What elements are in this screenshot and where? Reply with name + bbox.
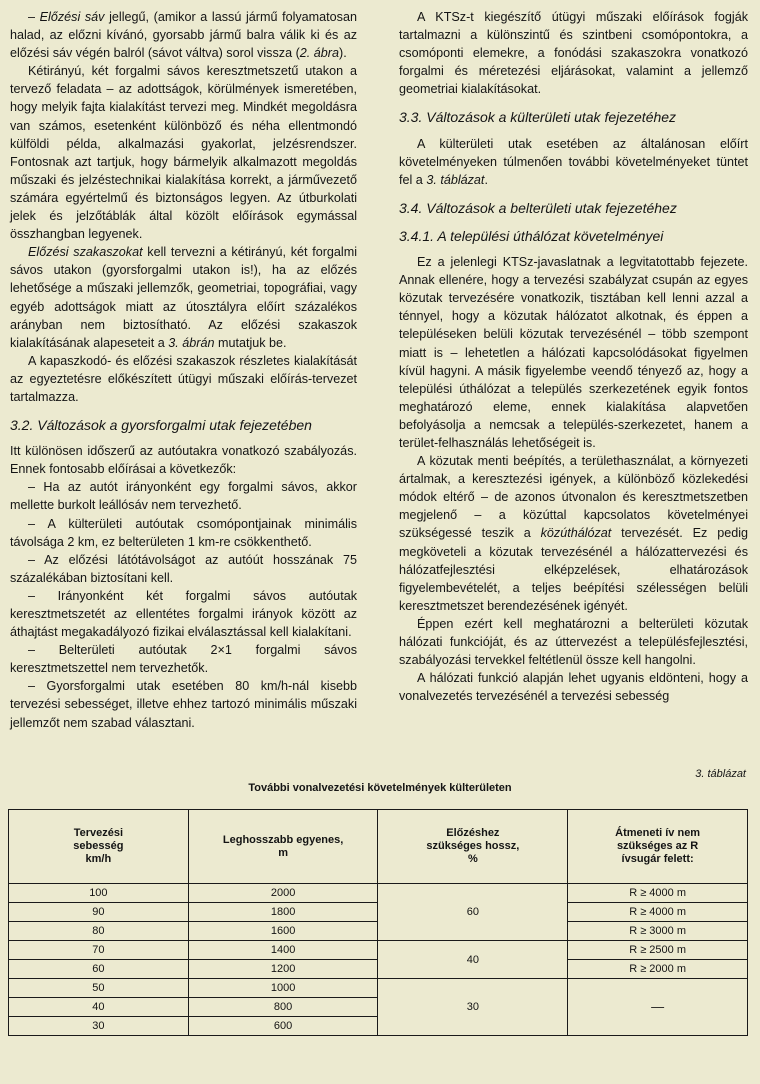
cell-speed: 70 bbox=[9, 941, 189, 960]
cell-radius: R ≥ 3000 m bbox=[568, 922, 748, 941]
list-item: – Ha az autót irányonként egy forgalmi sávos, akkor mellette burkolt leállósáv nem tervezhető. bbox=[10, 480, 357, 513]
header-straight: Leghosszabb egyenes, m bbox=[188, 810, 378, 884]
list-item: – Az előzési látótávolságot az autóút hosszának 75 százalékában biztosítani kell. bbox=[10, 552, 357, 585]
list-item: – A külterületi autóutak csomópontjainak minimális távolsága 2 km, ez belterületen 1 km-re csökkenthető. bbox=[10, 516, 357, 549]
cell-straight: 1200 bbox=[188, 960, 378, 979]
cell-radius: R ≥ 2000 m bbox=[568, 960, 748, 979]
cell-speed: 40 bbox=[9, 998, 189, 1017]
paragraph: Itt különösen időszerű az autóutakra vonatkozó szabályozás. Ennek fontosabb előírásai a következők: bbox=[10, 444, 357, 477]
section-heading: 3.3. Változások a külterületi utak fejezetéhez bbox=[399, 109, 677, 126]
table-row bbox=[9, 979, 748, 998]
requirements-table bbox=[8, 809, 748, 1036]
right-column bbox=[399, 8, 748, 705]
cell-radius: R ≥ 2500 m bbox=[568, 941, 748, 960]
subsection-heading: 3.4.1. A települési úthálózat követelményei bbox=[399, 227, 664, 244]
cell-overtaking: 40 bbox=[378, 941, 568, 979]
paragraph: – Előzési sáv jellegű, (amikor a lassú jármű folyamatosan halad, az előzni kívánó, gyorsabb jármű balra válik ki és az előzési sáv végén balról (sávot váltva) sorol vissza (2. ábra). bbox=[10, 10, 357, 61]
cell-straight: 1400 bbox=[188, 941, 378, 960]
cell-straight: 1600 bbox=[188, 922, 378, 941]
cell-straight: 800 bbox=[188, 998, 378, 1017]
cell-speed: 50 bbox=[9, 979, 189, 998]
paragraph: Ez a jelenlegi KTSz-javaslatnak a legvitatottabb fejezete. Annak ellenére, hogy a tervezési szabályzat csupán az egyes közutak tervezésére vonatkozik, tisztában kell lenni azzal a ténnyel, hogy a közutak hálózatot alkotnak, és éppen a településeken belüli közutak tervezésénél – több szempont miatt is – lehetetlen a hálózati kapcsolódásokat figyelmen kívül hagyni. A másik figyelembe veendő tényező az, hogy a települési úthálózat a település szerkezetének egyik fontos meghatározó eleme, ennek kialakítása alapvetően befolyásolja a nemcsak a település-szerkezetet, hanem a terület-felhasználás lehetőségeit is. bbox=[399, 255, 748, 450]
paragraph: A közutak menti beépítés, a területhasználat, a környezeti ártalmak, a keresztezési igények, a különböző közlekedési módok eltérő – de azonos útvonalon és keresztmetszetben megjelenő – a közúttal kapcsolatos követelményei szükségessé teszik a közúthálózat tervezését. Ez pedig megköveteli a közutak tervezésénél a hálózattervezési és hálózatfejlesztési elképzelések, elhatározások figyelembevételét, a teljes beépítési szélességen belüli keresztmetszet berendezésének igényét. bbox=[399, 454, 749, 613]
cell-speed: 90 bbox=[9, 903, 189, 922]
list-item: – Belterületi autóutak 2×1 forgalmi sávos keresztmetszettel nem tervezhetők. bbox=[10, 643, 357, 676]
cell-radius: R ≥ 4000 m bbox=[568, 903, 748, 922]
table-number: 3. táblázat bbox=[695, 768, 746, 780]
cell-speed: 100 bbox=[9, 884, 189, 903]
table-row bbox=[9, 941, 748, 960]
paragraph: A KTSz-t kiegészítő útügyi műszaki előírások fogják tartalmazni a különszintű és szintbeni csomópontokra, a csomóponti elemekre, a fonódási szakaszokra vonatkozó forgalmi és méretezési eljárásokat, valamint a jellemző geometriai kialakításokat. bbox=[399, 10, 748, 97]
paragraph: Előzési szakaszokat kell tervezni a kétirányú, két forgalmi sávos utakon (gyorsforgalmi utakon is!), ha az előzés lehetősége a műszaki jellemzők, geometriai, topográfiai, vagy egyéb adottságok miatt az útosztályra előírt százalékos arányban nem biztosítható. Az előzési szakaszok kialakításának alapeseteit a 3. ábrán mutatjuk be. bbox=[10, 245, 357, 350]
table-header-row bbox=[9, 810, 748, 884]
cell-straight: 1800 bbox=[188, 903, 378, 922]
left-column bbox=[10, 8, 357, 732]
list-item: – Gyorsforgalmi utak esetében 80 km/h-nál kisebb tervezési sebességet, illetve ehhez tartozó minimális műszaki jellemzőt nem szabad választani. bbox=[10, 679, 357, 730]
table-title: További vonalvezetési követelmények külterületen bbox=[248, 782, 512, 794]
cell-overtaking: 30 bbox=[378, 979, 568, 1036]
cell-radius: R ≥ 4000 m bbox=[568, 884, 748, 903]
header-speed: Tervezési sebesség km/h bbox=[9, 810, 189, 884]
table-row bbox=[9, 884, 748, 903]
cell-speed: 80 bbox=[9, 922, 189, 941]
paragraph: Kétirányú, két forgalmi sávos keresztmetszetű utakon a tervező feladata – az adottságok, körülmények ismeretében, hogy melyik fajta kialakítást tervezi meg. Mindkét megoldásra van számos, esetenként különböző és néha ellentmondó külföldi példa, alkalmazási gyakorlat, jelzésrendszer. Fontosnak azt tartjuk, hogy bármelyik alkalmazott megoldás műszaki és jelzéstechnikai kialakítása korrekt, a járművezető számára egyértelmű és biztonságos legyen. Az útburkolati jelek és jelzőtáblák által közölt előírások egymással összhangban legyenek. bbox=[10, 64, 357, 242]
paragraph: Éppen ezért kell meghatározni a belterületi közutak hálózati funkcióját, és az úttervezést a településfejlesztési, szabályozási tervekkel feltétlenül össze kell hangolni. bbox=[399, 616, 748, 668]
paragraph: A külterületi utak esetében az általánosan előírt követelményeken túlmenően további követelményeket tüntet fel a 3. táblázat. bbox=[399, 136, 748, 187]
cell-straight: 600 bbox=[188, 1017, 378, 1036]
cell-straight: 1000 bbox=[188, 979, 378, 998]
list-item: – Irányonként két forgalmi sávos autóutak keresztmetszetét az ellentétes forgalmi irányok között az áthajtást megakadályozó fizikai elválasztással kell kialakítani. bbox=[10, 588, 357, 640]
paragraph: A kapaszkodó- és előzési szakaszok részletes kialakítását az egyeztetésre előkészített útügyi műszaki előírás-tervezet tartalmazza. bbox=[10, 353, 357, 404]
cell-overtaking: 60 bbox=[378, 884, 568, 941]
header-overtaking: Előzéshez szükséges hossz, % bbox=[378, 810, 568, 884]
cell-speed: 30 bbox=[9, 1017, 189, 1036]
cell-radius: — bbox=[568, 979, 748, 1036]
cell-straight: 2000 bbox=[188, 884, 378, 903]
header-radius: Átmeneti ív nem szükséges az R ívsugár felett: bbox=[568, 810, 748, 884]
section-heading: 3.2. Változások a gyorsforgalmi utak fejezetében bbox=[10, 417, 312, 434]
paragraph: A hálózati funkció alapján lehet ugyanis eldönteni, hogy a vonalvezetés tervezésénél a tervezési sebesség bbox=[399, 671, 748, 704]
cell-speed: 60 bbox=[9, 960, 189, 979]
section-heading: 3.4. Változások a belterületi utak fejezetéhez bbox=[399, 199, 677, 216]
